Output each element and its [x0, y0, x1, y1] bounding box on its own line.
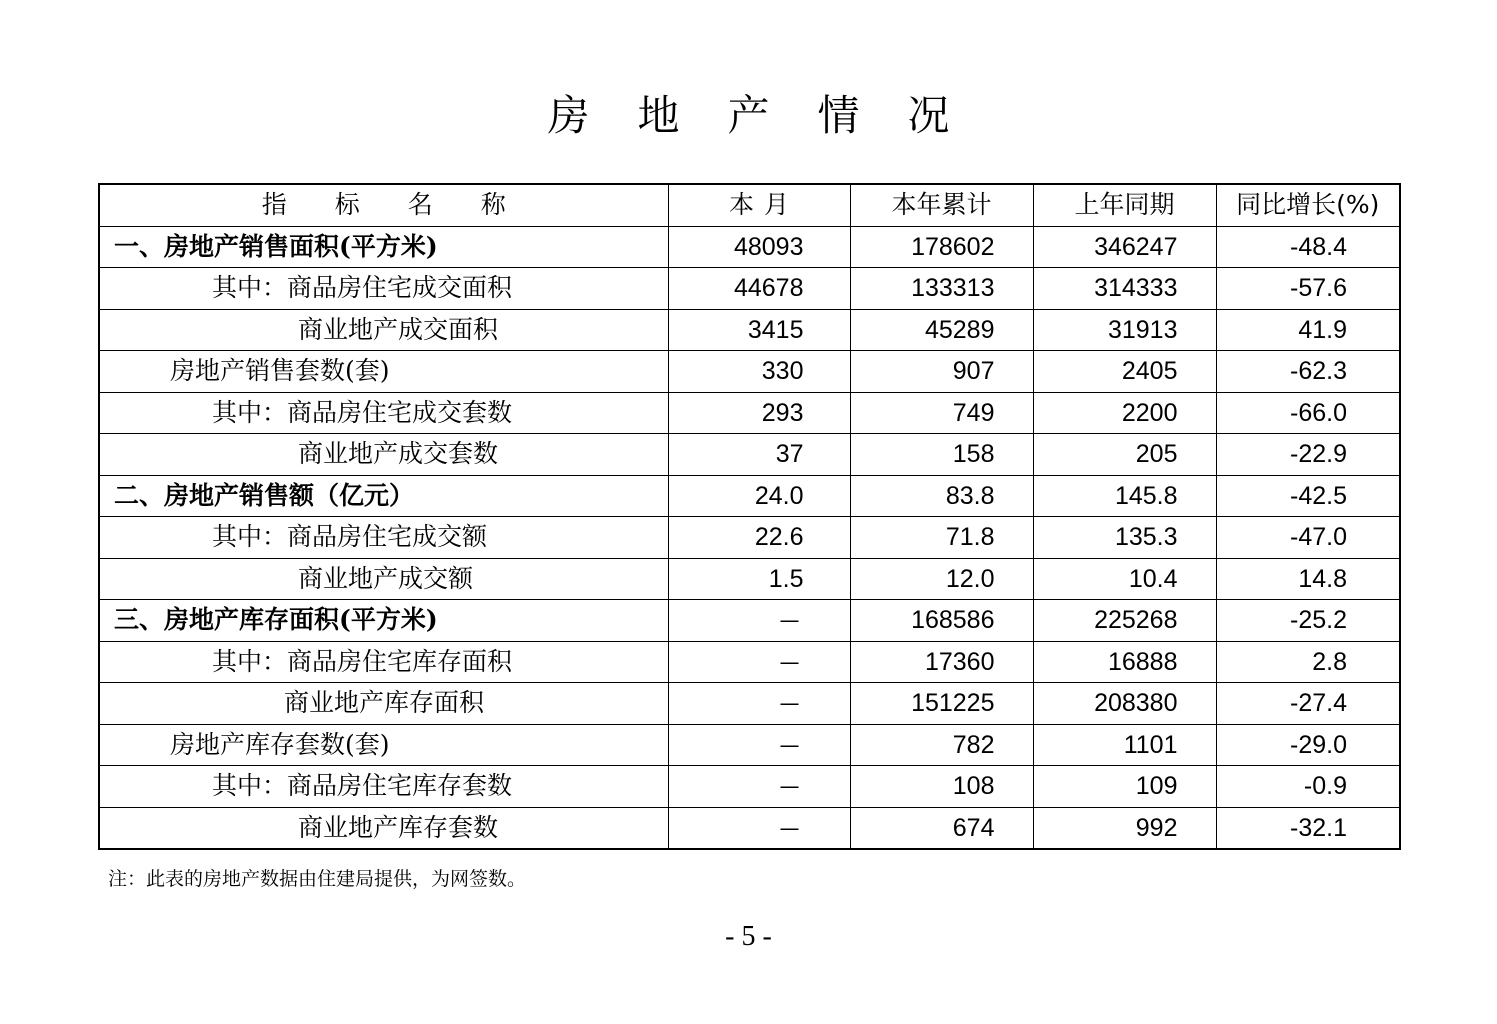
page-title: 房地产情况 [547, 91, 998, 140]
row-ytd: 674 [850, 807, 1033, 849]
row-prev: 31913 [1033, 309, 1216, 351]
table-row [99, 517, 1400, 559]
row-ytd: 17360 [850, 641, 1033, 683]
row-prev: 208380 [1033, 683, 1216, 725]
row-ytd: 749 [850, 392, 1033, 434]
table-row [99, 309, 1400, 351]
table-row [99, 475, 1400, 517]
row-prev: 314333 [1033, 268, 1216, 310]
row-ytd: 151225 [850, 683, 1033, 725]
row-prev: 145.8 [1033, 475, 1216, 517]
table-row [99, 351, 1400, 393]
row-month: 3415 [668, 309, 850, 351]
row-month: 330 [668, 351, 850, 393]
row-ytd: 158 [850, 434, 1033, 476]
row-month: 48093 [668, 226, 850, 268]
row-month: 1.5 [668, 558, 850, 600]
row-ytd: 45289 [850, 309, 1033, 351]
row-prev: 10.4 [1033, 558, 1216, 600]
row-ytd: 83.8 [850, 475, 1033, 517]
table-row [99, 268, 1400, 310]
row-yoy: -48.4 [1216, 226, 1400, 268]
row-name: 二、房地产销售额（亿元） [99, 475, 668, 517]
row-prev: 135.3 [1033, 517, 1216, 559]
header-prior-year: 上年同期 [1033, 184, 1216, 226]
row-name: 商业地产成交额 [99, 558, 668, 600]
row-name: 房地产销售套数(套) [99, 351, 668, 393]
row-ytd: 108 [850, 766, 1033, 808]
row-month: — [668, 600, 850, 642]
row-prev: 16888 [1033, 641, 1216, 683]
row-name: 其中：商品房住宅成交套数 [99, 392, 668, 434]
page-number: - 5 - [725, 921, 772, 952]
table-row [99, 392, 1400, 434]
row-yoy: -47.0 [1216, 517, 1400, 559]
row-month: — [668, 766, 850, 808]
real-estate-table [98, 183, 1401, 850]
row-name: 商业地产库存套数 [99, 807, 668, 849]
table-row [99, 807, 1400, 849]
row-name: 商业地产成交面积 [99, 309, 668, 351]
row-ytd: 12.0 [850, 558, 1033, 600]
table-row [99, 766, 1400, 808]
table-row [99, 600, 1400, 642]
row-name: 其中：商品房住宅库存套数 [99, 766, 668, 808]
row-month: 44678 [668, 268, 850, 310]
row-name: 房地产库存套数(套) [99, 724, 668, 766]
header-yoy-growth: 同比增长(%) [1216, 184, 1400, 226]
row-prev: 1101 [1033, 724, 1216, 766]
row-name: 其中：商品房住宅成交面积 [99, 268, 668, 310]
row-prev: 109 [1033, 766, 1216, 808]
row-month: 37 [668, 434, 850, 476]
row-month: — [668, 683, 850, 725]
row-month: 24.0 [668, 475, 850, 517]
row-name: 一、房地产销售面积(平方米) [99, 226, 668, 268]
row-yoy: -62.3 [1216, 351, 1400, 393]
row-name: 三、房地产库存面积(平方米) [99, 600, 668, 642]
row-prev: 2200 [1033, 392, 1216, 434]
row-yoy: -66.0 [1216, 392, 1400, 434]
row-yoy: -0.9 [1216, 766, 1400, 808]
table-row [99, 434, 1400, 476]
row-ytd: 133313 [850, 268, 1033, 310]
row-yoy: -57.6 [1216, 268, 1400, 310]
table-footnote: 注：此表的房地产数据由住建局提供，为网签数。 [108, 868, 527, 890]
row-ytd: 782 [850, 724, 1033, 766]
table-row [99, 558, 1400, 600]
row-yoy: -42.5 [1216, 475, 1400, 517]
header-this-month: 本月 [668, 184, 850, 226]
row-month: — [668, 724, 850, 766]
row-ytd: 907 [850, 351, 1033, 393]
row-month: — [668, 807, 850, 849]
row-name: 其中：商品房住宅成交额 [99, 517, 668, 559]
row-name: 其中：商品房住宅库存面积 [99, 641, 668, 683]
row-prev: 2405 [1033, 351, 1216, 393]
row-month: 22.6 [668, 517, 850, 559]
table-row [99, 683, 1400, 725]
row-yoy: -22.9 [1216, 434, 1400, 476]
header-year-to-date: 本年累计 [850, 184, 1033, 226]
row-prev: 992 [1033, 807, 1216, 849]
row-yoy: -32.1 [1216, 807, 1400, 849]
table-header-row [99, 184, 1400, 226]
row-yoy: -25.2 [1216, 600, 1400, 642]
table-row [99, 641, 1400, 683]
table-row [99, 724, 1400, 766]
row-yoy: -27.4 [1216, 683, 1400, 725]
row-prev: 225268 [1033, 600, 1216, 642]
row-yoy: -29.0 [1216, 724, 1400, 766]
row-yoy: 41.9 [1216, 309, 1400, 351]
header-indicator-name: 指标名称 [99, 184, 668, 226]
row-month: 293 [668, 392, 850, 434]
row-name: 商业地产成交套数 [99, 434, 668, 476]
row-ytd: 71.8 [850, 517, 1033, 559]
row-ytd: 168586 [850, 600, 1033, 642]
row-yoy: 2.8 [1216, 641, 1400, 683]
row-prev: 205 [1033, 434, 1216, 476]
row-prev: 346247 [1033, 226, 1216, 268]
table-row [99, 226, 1400, 268]
row-month: — [668, 641, 850, 683]
row-name: 商业地产库存面积 [99, 683, 668, 725]
row-yoy: 14.8 [1216, 558, 1400, 600]
row-ytd: 178602 [850, 226, 1033, 268]
